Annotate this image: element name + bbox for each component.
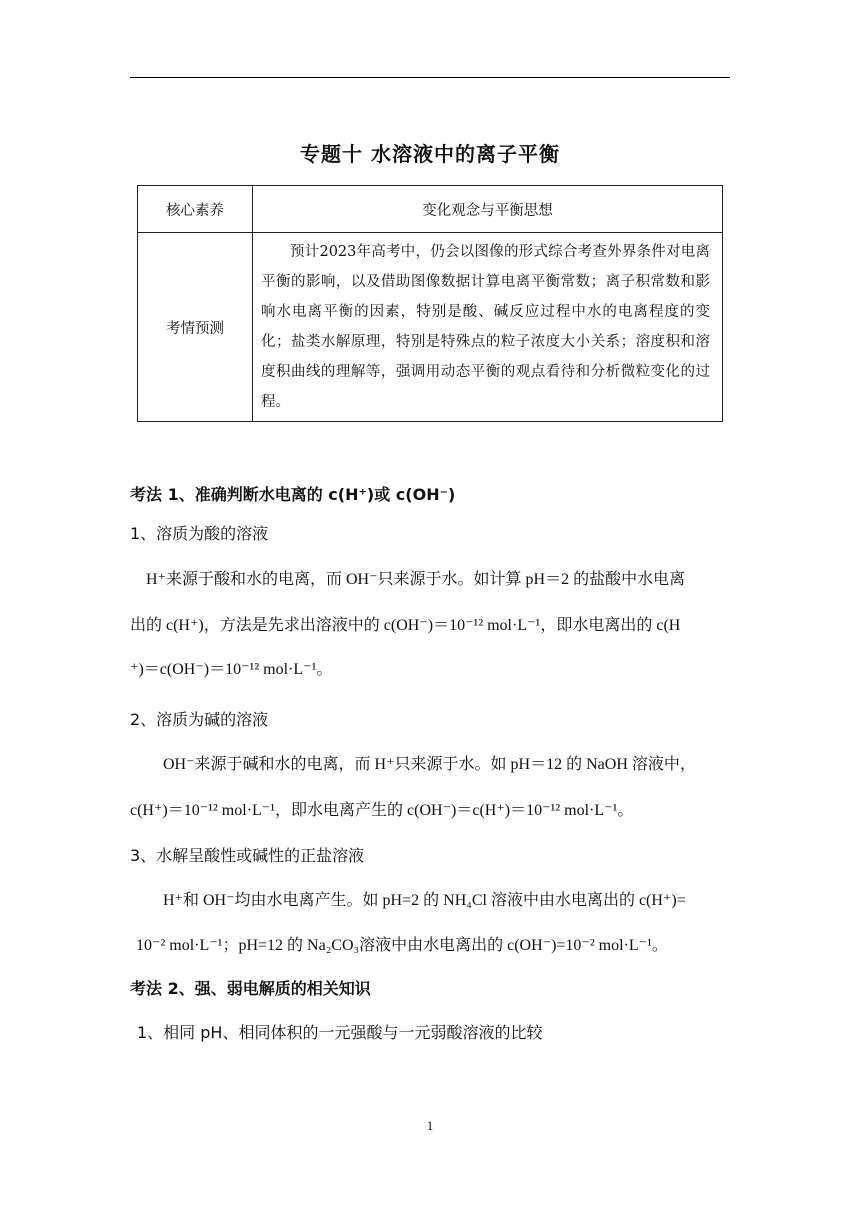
- p1-line2: 出的 c(H⁺)，方法是先求出溶液中的 c(OH⁻)＝10⁻¹² mol·L⁻¹，即水电离出的 c(H: [130, 617, 681, 634]
- page-title: 专题十 水溶液中的离子平衡: [300, 142, 560, 166]
- table-row: [138, 186, 723, 233]
- p2-line2: c(H⁺)＝10⁻¹² mol·L⁻¹，即水电离产生的 c(OH⁻)＝c(H⁺)＝10⁻¹² mol·L⁻¹。: [130, 802, 634, 819]
- section1-sub1: 1、溶质为酸的溶液: [130, 524, 269, 543]
- exam-forecast-label: 考情预测: [138, 233, 253, 422]
- p3-line1: H⁺和 OH⁻均由水电离产生。如 pH=2 的 NH₄Cl 溶液中由水电离出的 c(H⁺)=: [163, 892, 686, 909]
- header-rule: [130, 77, 730, 78]
- core-literacy-label: 核心素养: [138, 186, 253, 233]
- summary-table: [137, 185, 723, 422]
- core-literacy-value: 变化观念与平衡思想: [253, 186, 723, 233]
- section1-sub2: 2、溶质为碱的溶液: [130, 710, 269, 729]
- exam-forecast-value: 预计2023年高考中，仍会以图像的形式综合考查外界条件对电离平衡的影响，以及借助图像数据计算电离平衡常数；离子积常数和影响水电离平衡的因素，特别是酸、碱反应过程中水的电离程度的变化；盐类水解原理，特别是特殊点的粒子浓度大小关系；溶度积和溶度积曲线的理解等，强调用动态平衡的观点看待和分析微粒变化的过程。: [253, 233, 723, 422]
- p1-line3: ⁺)＝c(OH⁻)＝10⁻¹² mol·L⁻¹。: [130, 661, 333, 678]
- section1-heading: 考法 1、准确判断水电离的 c(H⁺)或 c(OH⁻): [130, 485, 456, 504]
- section1-sub3: 3、水解呈酸性或碱性的正盐溶液: [130, 846, 365, 865]
- section2-sub1: 1、相同 pH、相同体积的一元强酸与一元弱酸溶液的比较: [137, 1023, 543, 1042]
- page-number: 1: [426, 1118, 434, 1133]
- p3-line2: 10⁻² mol·L⁻¹；pH=12 的 Na₂CO₃溶液中由水电离出的 c(OH⁻)=10⁻² mol·L⁻¹。: [136, 937, 668, 954]
- p2-line1: OH⁻来源于碱和水的电离，而 H⁺只来源于水。如 pH＝12 的 NaOH 溶液中，: [163, 756, 696, 773]
- table-row: [138, 233, 723, 422]
- p1-line1: H⁺来源于酸和水的电离，而 OH⁻只来源于水。如计算 pH＝2 的盐酸中水电离: [146, 571, 686, 588]
- section2-heading: 考法 2、强、弱电解质的相关知识: [130, 979, 371, 998]
